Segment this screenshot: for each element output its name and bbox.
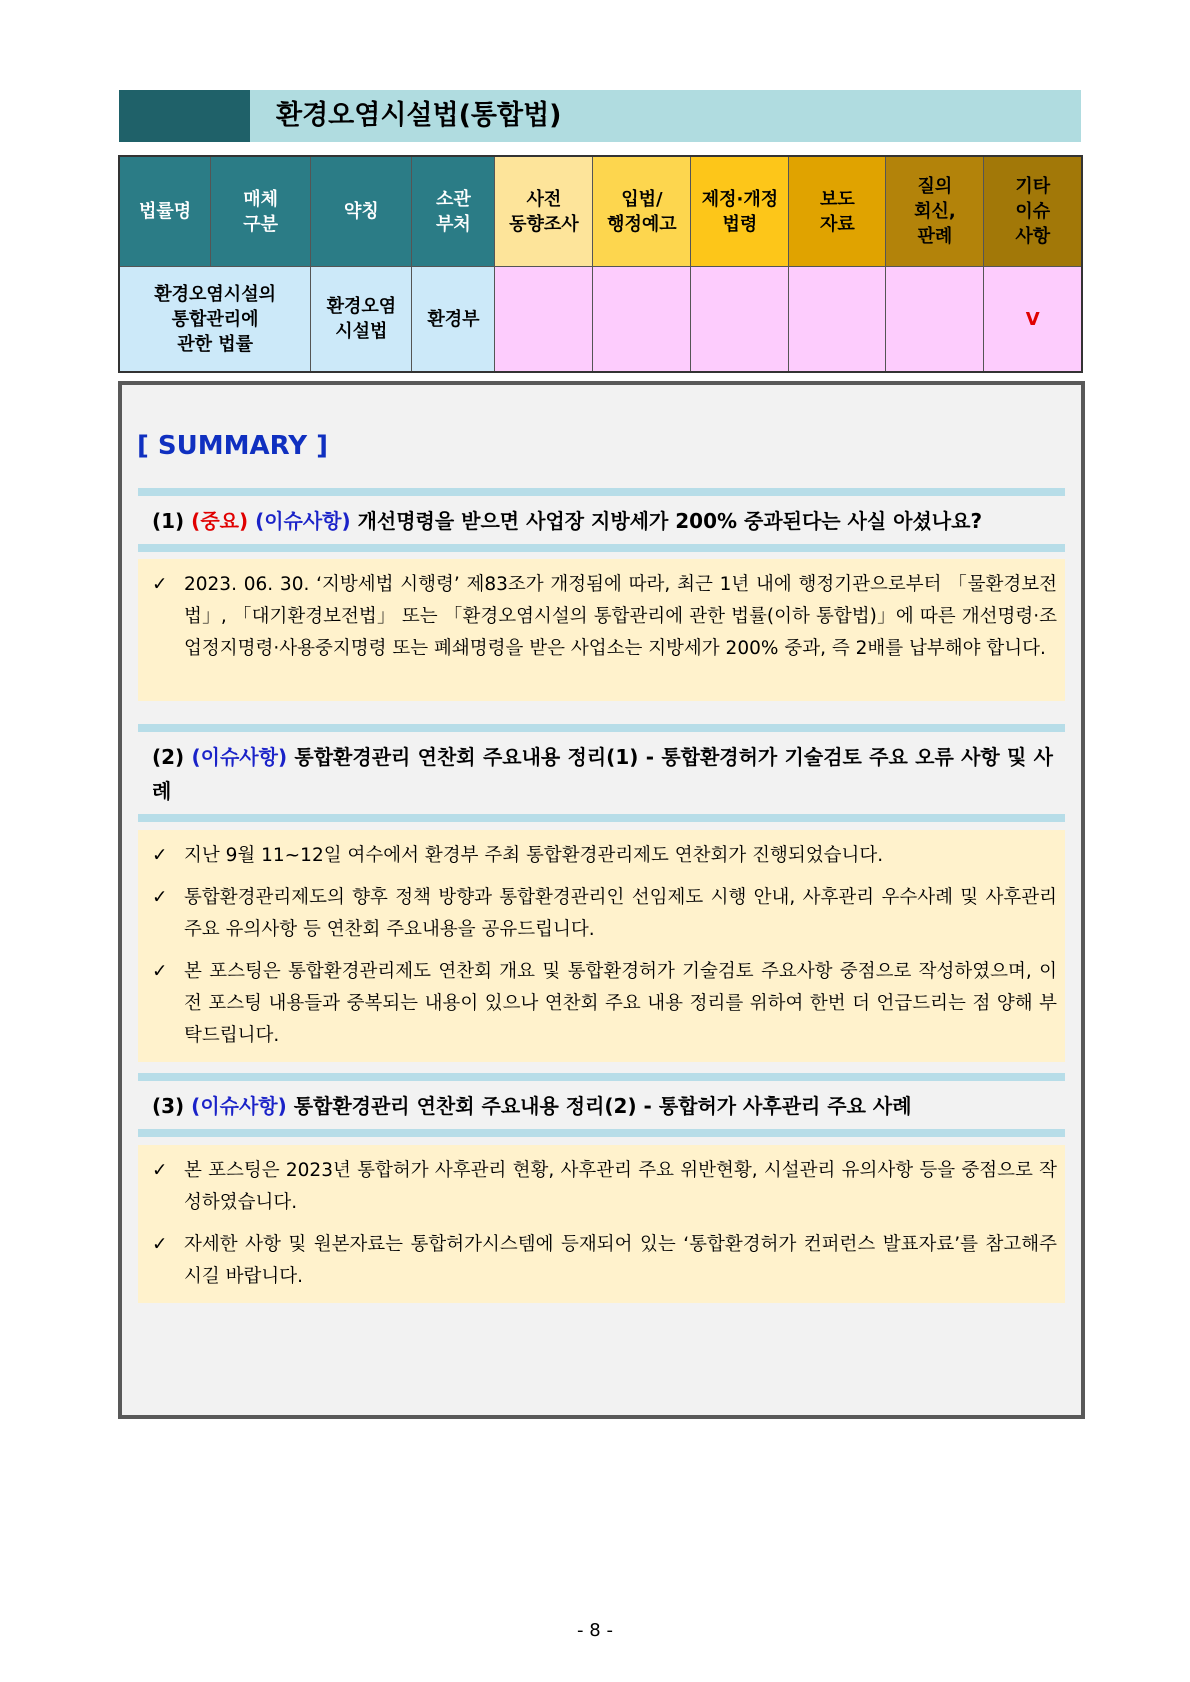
check-icon: ✓ [152, 1160, 168, 1181]
list-item: ✓ 지난 9월 11~12일 여수에서 환경부 주최 통합환경관리제도 연찬회가 진행되었습니다. [138, 840, 1065, 872]
cell-other-issues-mark: V [984, 267, 1082, 373]
section-3-heading: (3) (이슈사항) 통합환경관리 연찬회 주요내용 정리(2) - 통합허가 사후관리 주요 사례 [138, 1073, 1065, 1137]
cell-press-release [789, 267, 886, 373]
tag-issue: (이슈사항) [255, 509, 351, 533]
list-item: ✓ 자세한 사항 및 원본자료는 통합허가시스템에 등재되어 있는 ‘통합환경허가 컨퍼런스 발표자료’를 참고해주시길 바랍니다. [138, 1229, 1065, 1293]
list-item: ✓ 2023. 06. 30. ‘지방세법 시행령’ 제83조가 개정됨에 따라, 최근 1년 내에 행정기관으로부터 「물환경보전법」, 「대기환경보전법」 또는 「환경오염시설의 통합관리에 관한 법률(이하 통합법)」에 따른 개선명령·조업정지명령·사용중지명령 또는 폐쇄명령을 받은 사업소는 지방세가 200% 중과, 즉 2배를 납부해야 합니다. [138, 569, 1065, 665]
header-ministry: 소관 부처 [412, 156, 495, 267]
cell-legislative-notice [593, 267, 691, 373]
law-info-table [118, 155, 1083, 373]
cell-law-name: 환경오염시설의 통합관리에 관한 법률 [119, 267, 311, 373]
check-icon: ✓ [152, 961, 168, 982]
list-item: ✓ 본 포스팅은 통합환경관리제도 연찬회 개요 및 통합환경허가 기술검토 주요사항 중점으로 작성하였으며, 이전 포스팅 내용들과 중복되는 내용이 있으나 연찬회 주요 내용 정리를 위하여 한번 더 언급드리는 점 양해 부탁드립니다. [138, 956, 1065, 1052]
section-2-heading: (2) (이슈사항) 통합환경관리 연찬회 주요내용 정리(1) - 통합환경허가 기술검토 주요 오류 사항 및 사례 [138, 724, 1065, 822]
header-qa-precedent: 질의 회신, 판례 [886, 156, 984, 267]
tag-important: (중요) [191, 509, 249, 533]
cell-ministry: 환경부 [412, 267, 495, 373]
section-1-heading: (1) (중요) (이슈사항) 개선명령을 받으면 사업장 지방세가 200% 중과된다는 사실 아셨나요? [138, 488, 1065, 552]
header-press-release: 보도 자료 [789, 156, 886, 267]
check-icon: ✓ [152, 574, 168, 595]
tag-issue: (이슈사항) [191, 745, 288, 769]
section-3-content [138, 1145, 1065, 1303]
title-accent-block [119, 90, 250, 142]
check-icon: ✓ [152, 1234, 168, 1255]
header-legislative-notice: 입법/ 행정예고 [593, 156, 691, 267]
section-title-bar [119, 90, 1081, 142]
section-1-content [138, 559, 1065, 701]
summary-box [118, 381, 1085, 1419]
header-media-type: 매체 구분 [211, 156, 311, 267]
page-title: 환경오염시설법(통합법) [276, 100, 562, 131]
list-item: ✓ 본 포스팅은 2023년 통합허가 사후관리 현황, 사후관리 주요 위반현황, 시설관리 유의사항 등을 중점으로 작성하였습니다. [138, 1155, 1065, 1219]
check-icon: ✓ [152, 887, 168, 908]
check-icon: ✓ [152, 845, 168, 866]
cell-qa-precedent [886, 267, 984, 373]
header-prelim-survey: 사전 동향조사 [495, 156, 593, 267]
cell-abbreviation: 환경오염 시설법 [311, 267, 412, 373]
summary-title: [ SUMMARY ] [137, 431, 329, 461]
header-enacted-amended: 제정·개정 법령 [691, 156, 789, 267]
header-law-name: 법률명 [119, 156, 211, 267]
section-2-content [138, 830, 1065, 1062]
cell-enacted-amended [691, 267, 789, 373]
header-other-issues: 기타 이슈 사항 [984, 156, 1082, 267]
tag-issue: (이슈사항) [191, 1094, 287, 1118]
header-abbreviation: 약칭 [311, 156, 412, 267]
list-item: ✓ 통합환경관리제도의 향후 정책 방향과 통합환경관리인 선임제도 시행 안내, 사후관리 우수사례 및 사후관리 주요 유의사항 등 연찬회 주요내용을 공유드립니다. [138, 882, 1065, 946]
cell-prelim-survey [495, 267, 593, 373]
page-number: - 8 - [577, 1620, 613, 1641]
